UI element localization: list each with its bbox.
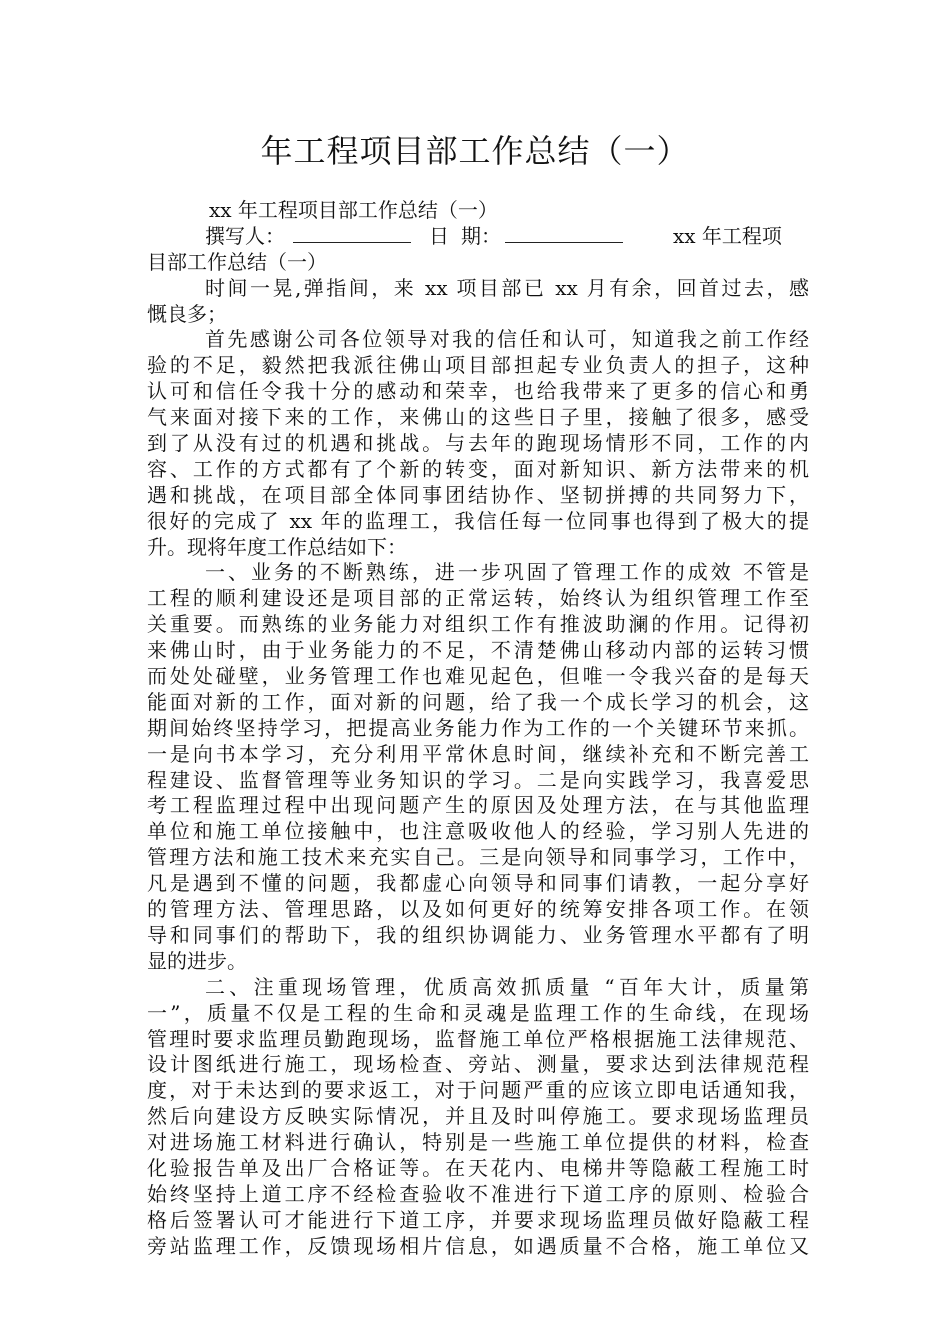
- document-title: 年工程项目部工作总结（一）: [260, 132, 690, 170]
- date-label-second: 期：: [461, 223, 501, 248]
- body-line: 的管理方法、管理思路，以及如何更好的统筹安排各项工作。在领: [147, 897, 809, 922]
- body-line: 期间始终坚持学习，把提高业务能力作为工作的一个关键环节来抓。: [147, 715, 809, 740]
- body-line: 度，对于未达到的要求返工，对于问题严重的应该立即电话通知我，: [147, 1078, 809, 1103]
- body-line: 设计图纸进行施工，现场检查、旁站、测量，要求达到法律规范程: [147, 1052, 809, 1077]
- body-line: 对进场施工材料进行确认，特别是一些施工单位提供的材料，检查: [147, 1130, 809, 1155]
- body-line: 认可和信任令我十分的感动和荣幸，也给我带来了更多的信心和勇: [147, 379, 809, 404]
- body-line: 来佛山时，由于业务能力的不足，不清楚佛山移动内部的运转习惯: [147, 638, 809, 663]
- body-line: 显的进步。: [147, 948, 247, 973]
- body-line: 考工程监理过程中出现问题产生的原因及处理方法，在与其他监理: [147, 793, 809, 818]
- section-heading-line: 一、业务的不断熟练，进一步巩固了管理工作的成效 不管是: [205, 560, 809, 585]
- author-label: 撰写人：: [205, 223, 285, 248]
- body-line: 关重要。而熟练的业务能力对组织工作有推波助澜的作用。记得初: [147, 612, 809, 637]
- body-line: 很好的完成了 xx 年的监理工，我信任每一位同事也得到了极大的提: [147, 508, 809, 533]
- section-heading-line: 二、注重现场管理，优质高效抓质量 “百年大计，质量第: [205, 974, 809, 999]
- body-line: 一是向书本学习，充分利用平常休息时间，继续补充和不断完善工: [147, 741, 809, 766]
- body-line: 程建设、监督管理等业务知识的学习。二是向实践学习，我喜爱思: [147, 767, 809, 792]
- body-line: 容、工作的方式都有了个新的转变，面对新知识、新方法带来的机: [147, 456, 809, 481]
- body-line: 升。现将年度工作总结如下：: [147, 534, 407, 559]
- document-body: [147, 198, 809, 1260]
- body-line: 验的不足，毅然把我派往佛山项目部担起专业负责人的担子，这种: [147, 353, 809, 378]
- body-line: 格后签署认可才能进行下道工序，并要求现场监理员做好隐蔽工程: [147, 1207, 809, 1232]
- body-line: 能面对新的工作，面对新的问题，给了我一个成长学习的机会，这: [147, 689, 809, 714]
- meta-trailing-continuation: 目部工作总结（一）: [147, 249, 327, 274]
- body-line: 时间一晃,弹指间，来 xx 项目部已 xx 月有余，回首过去，感: [205, 275, 809, 300]
- author-blank: [293, 224, 411, 243]
- body-line: 一”，质量不仅是工程的生命和灵魂是监理工作的生命线，在现场: [147, 1000, 809, 1025]
- body-line: 管理时要求监理员勤跑现场，监督施工单位严格根据施工法律规范、: [147, 1026, 809, 1051]
- body-line: 而处处碰壁，业务管理工作也难见起色，但唯一令我兴奋的是每天: [147, 664, 809, 689]
- body-line: 单位和施工单位接触中，也注意吸收他人的经验，学习别人先进的: [147, 819, 809, 844]
- body-line: 导和同事们的帮助下，我的组织协调能力、业务管理水平都有了明: [147, 922, 809, 947]
- body-line: 慨良多；: [147, 301, 227, 326]
- meta-trailing-text: xx 年工程项: [673, 223, 782, 248]
- body-line: 工程的顺利建设还是项目部的正常运转，始终认为组织管理工作至: [147, 586, 809, 611]
- body-line: 首先感谢公司各位领导对我的信任和认可，知道我之前工作经: [205, 327, 809, 352]
- body-line: 化验报告单及出厂合格证等。在天花内、电梯井等隐蔽工程施工时: [147, 1155, 809, 1180]
- body-line: 始终坚持上道工序不经检查验收不准进行下道工序的原则、检验合: [147, 1181, 809, 1206]
- body-line: 然后向建设方反映实际情况，并且及时叫停施工。要求现场监理员: [147, 1104, 809, 1129]
- date-blank: [505, 224, 623, 243]
- body-line: 凡是遇到不懂的问题，我都虚心向领导和同事们请教，一起分享好: [147, 871, 809, 896]
- author-date-row: [147, 224, 809, 250]
- body-line: 遇和挑战，在项目部全体同事团结协作、坚韧拼搏的共同努力下，: [147, 482, 809, 507]
- date-label-first: 日: [429, 223, 449, 248]
- body-line: 旁站监理工作，反馈现场相片信息，如遇质量不合格，施工单位又: [147, 1233, 809, 1258]
- body-line: 到了从没有过的机遇和挑战。与去年的跑现场情形不同，工作的内: [147, 431, 809, 456]
- body-line: 管理方法和施工技术来充实自己。三是向领导和同事学习，工作中，: [147, 845, 809, 870]
- body-line: 气来面对接下来的工作，来佛山的这些日子里，接触了很多，感受: [147, 405, 809, 430]
- document-subtitle: xx 年工程项目部工作总结（一）: [209, 198, 498, 222]
